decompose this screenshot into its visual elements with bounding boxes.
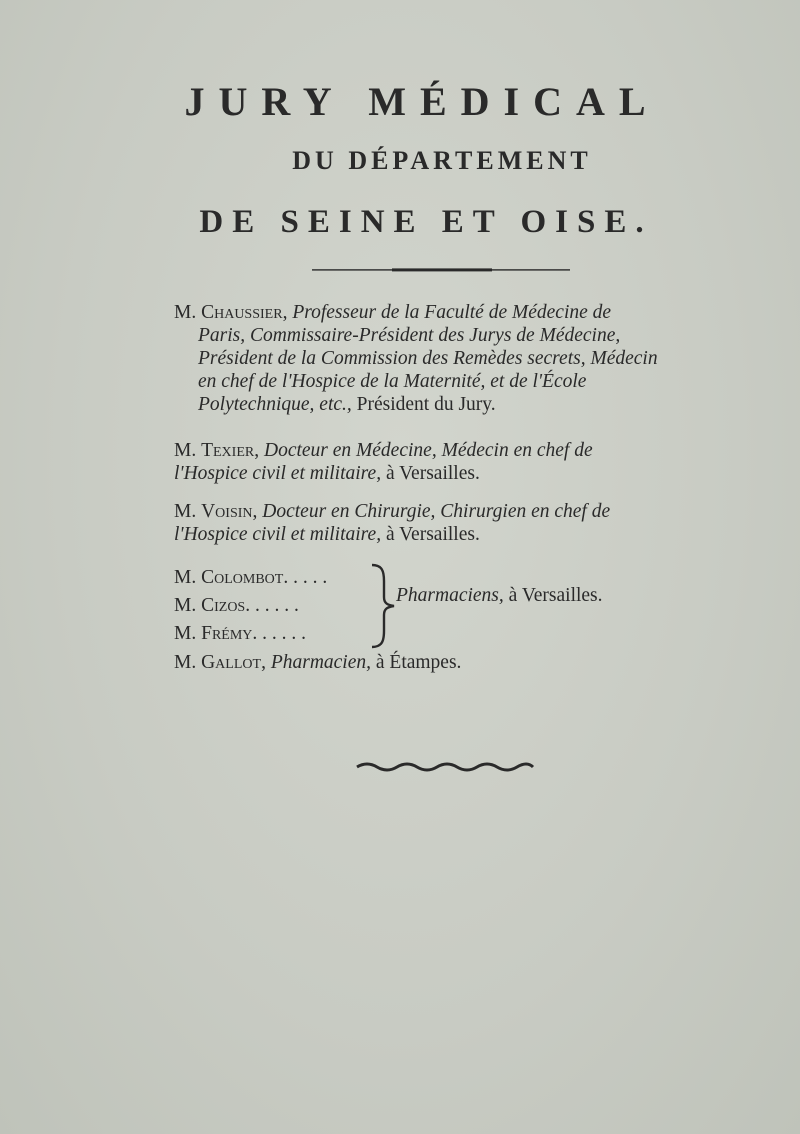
role-label: Pharmacien, xyxy=(270,652,371,673)
title-du-departement: DU DÉPARTEMENT xyxy=(292,146,592,175)
member-prefix: M. xyxy=(174,501,197,522)
leader-dots: . . . . . . xyxy=(252,623,307,644)
pharmacist-list xyxy=(174,564,394,648)
wave-ornament-icon xyxy=(355,760,535,774)
member-title-line: Docteur en Chirurgie, Chirurgien en chef de xyxy=(262,501,611,522)
role-label: Pharmaciens, xyxy=(396,585,504,606)
member-prefix: M. xyxy=(174,623,197,644)
leader-dots: . . . . . xyxy=(283,567,328,588)
member-title-line: Docteur en Médecine, Médecin en chef de xyxy=(263,440,593,461)
member-title-line: en chef de l'Hospice de la Maternité, et de l'École xyxy=(198,371,587,392)
pharmacist-entry xyxy=(174,564,394,592)
pharmacist-entry xyxy=(174,592,394,620)
member-gallot xyxy=(174,651,730,674)
role-location: à Versailles. xyxy=(508,585,603,606)
pharmacist-role xyxy=(396,584,716,608)
member-title-line: Président de la Commission des Remèdes secrets, Médecin xyxy=(198,348,658,369)
member-name: Cizos xyxy=(201,595,246,616)
separator: , xyxy=(252,501,258,522)
member-prefix: M. xyxy=(174,440,197,461)
member-name: Frémy xyxy=(201,623,253,644)
member-location: à Versailles. xyxy=(385,524,480,545)
member-location: à Versailles. xyxy=(385,463,480,484)
member-name: Chaussier xyxy=(201,302,283,323)
member-title-line: l'Hospice civil et militaire, xyxy=(174,524,382,545)
title-seine-et-oise: DE SEINE ET OISE. xyxy=(199,204,653,240)
separator: , xyxy=(254,440,260,461)
separator: , xyxy=(282,302,288,323)
member-prefix: M. xyxy=(174,652,197,673)
member-name: Voisin xyxy=(201,501,253,522)
decorative-rule xyxy=(312,268,570,272)
separator: , xyxy=(261,652,266,673)
role-location: à Étampes. xyxy=(375,652,462,673)
member-prefix: M. xyxy=(174,302,197,323)
member-title-line: Paris, Commissaire-Président des Jurys de Médecine, xyxy=(198,325,621,346)
member-title-line: l'Hospice civil et militaire, xyxy=(174,463,382,484)
member-name: Texier xyxy=(201,440,255,461)
member-name: Colombot xyxy=(201,567,284,588)
member-prefix: M. xyxy=(174,595,197,616)
leader-dots: . . . . . . xyxy=(245,595,299,616)
title-jury-medical: JURY MÉDICAL xyxy=(184,79,660,124)
member-role: Président du Jury. xyxy=(356,394,496,415)
member-chaussier xyxy=(174,301,730,416)
member-voisin xyxy=(174,500,730,546)
member-title-line: Professeur de la Faculté de Médecine de xyxy=(292,302,612,323)
member-title-line: Polytechnique, etc., xyxy=(198,394,352,415)
member-texier xyxy=(174,439,730,485)
member-name: Gallot xyxy=(201,652,262,673)
curly-brace-icon xyxy=(368,563,398,649)
pharmacist-entry xyxy=(174,620,394,648)
member-prefix: M. xyxy=(174,567,197,588)
